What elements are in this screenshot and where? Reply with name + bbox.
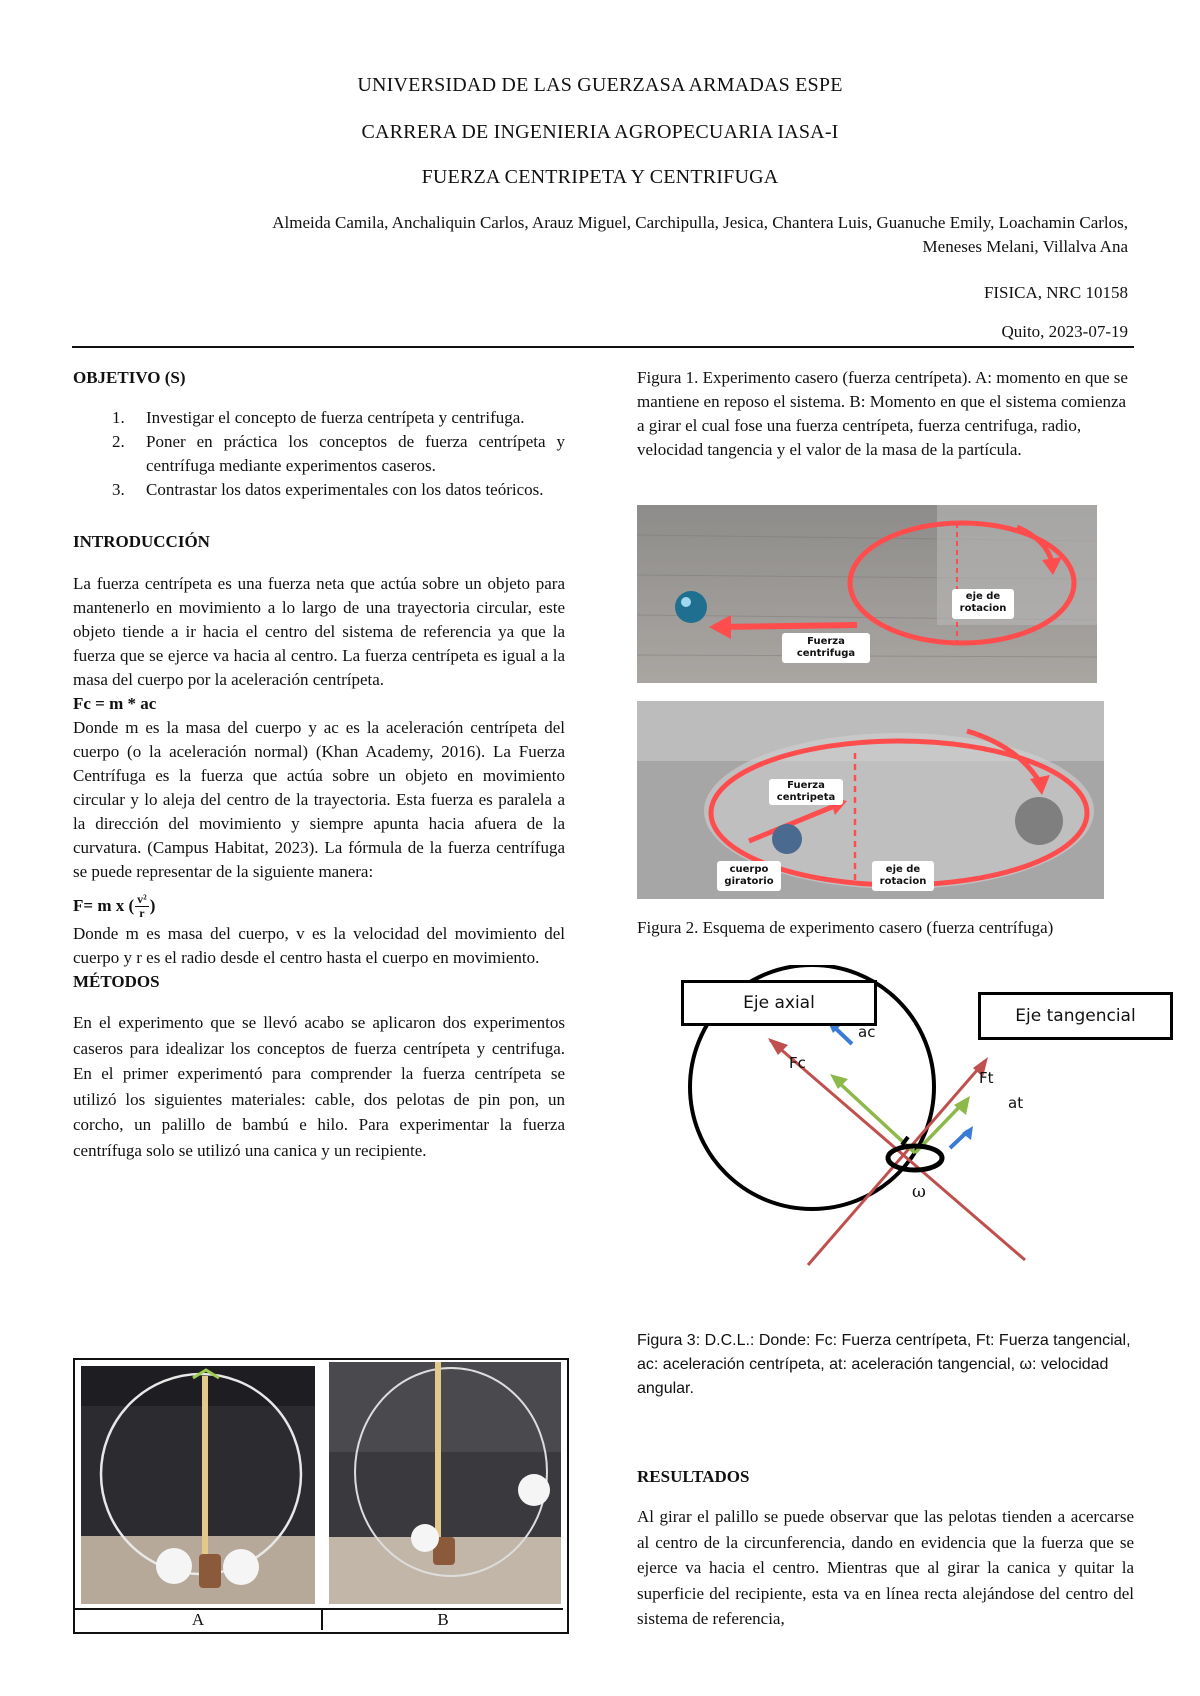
img2-force-label: Fuerza centripeta <box>776 780 836 803</box>
photo-label-b: B <box>437 1610 449 1629</box>
objective-item: 1. Investigar el concepto de fuerza centrípeta y centrifuga. <box>112 408 525 427</box>
fraction-denominator: r <box>139 905 145 920</box>
figure3-caption: Figura 3: D.C.L.: Donde: Fc: Fuerza centrípeta, Ft: Fuerza tangencial, ac: aceleración centrípeta, at: aceleración tangencial, ω: velocidad angular. <box>637 1332 1131 1397</box>
intro-paragraph-1: La fuerza centrípeta es una fuerza neta que actúa sobre un objeto para mantenerlo en movimiento a lo largo de una trayectoria circular, este objeto tiende a ir hacia el centro del sistema de referencia ya que la fuerza que se ejerce va hacia al centro. La fuerza centrípeta es igual a la masa del cuerpo por la aceleración centrípeta. <box>73 574 565 689</box>
tangential-axis-box: Eje tangencial <box>978 992 1173 1040</box>
authors <box>68 211 1128 259</box>
methods-heading: MÉTODOS <box>73 972 160 991</box>
figure2-caption: Figura 2. Esquema de experimento casero (fuerza centrífuga) <box>637 918 1054 937</box>
img2-body-label: cuerpo giratorio <box>724 864 774 887</box>
photo-a <box>81 1366 315 1604</box>
authors-line-2: Meneses Melani, Villalva Ana <box>922 237 1128 256</box>
intro-paragraph-3: Donde m es masa del cuerpo, v es la velocidad del movimiento del cuerpo y r es el radio desde el centro hasta el cuerpo en movimiento. <box>73 924 565 967</box>
figure1-image-bottom <box>637 701 1104 899</box>
img2-axis-label: eje de rotacion <box>879 864 927 887</box>
experiment-photo-table <box>73 1358 569 1634</box>
photo-label-a: A <box>191 1610 205 1629</box>
img1-force-label: Fuerza centrifuga <box>796 636 856 659</box>
fc-label: Fc <box>789 1054 806 1072</box>
free-body-diagram <box>640 965 1170 1275</box>
ac-label: ac <box>858 1023 876 1041</box>
intro-paragraph-2: Donde m es la masa del cuerpo y ac es la aceleración centrípeta del cuerpo (o la aceleración normal) (Khan Academy, 2016). La Fuerza Centrífuga es la fuerza que actúa sobre un objeto en movimiento circular y lo aleja del centro de la trayectoria. Esta fuerza es paralela a la dirección del movimiento y siempre apunta hacia afuera de la curvatura. (Campus Habitat, 2023). La fórmula de la fuerza centrífuga se puede representar de la siguiente manera: <box>73 718 565 881</box>
omega-label: ω <box>912 1182 926 1202</box>
header-divider <box>72 346 1134 348</box>
img1-axis-label: eje de rotacion <box>959 591 1007 614</box>
figure1-caption: Figura 1. Experimento casero (fuerza centrípeta). A: momento en que se mantiene en reposo el sistema. B: Momento en que el sistema comienza a girar el cual fose una fuerza centrípeta, fuerza centrifuga, radio, velocidad tangencia y el valor de la masa de la partícula. <box>637 368 1128 459</box>
photo-b <box>329 1362 561 1604</box>
objectives-heading: OBJETIVO (S) <box>73 368 186 387</box>
results-heading: RESULTADOS <box>637 1467 750 1486</box>
introduction-heading: INTRODUCCIÓN <box>73 532 210 551</box>
career-name: CARRERA DE INGENIERIA AGROPECUARIA IASA-I <box>361 121 839 143</box>
objectives-list <box>73 406 565 502</box>
authors-line-1: Almeida Camila, Anchaliquin Carlos, Arauz Miguel, Carchipulla, Jesica, Chantera Luis, Guanuche Emily, Loachamin Carlos, <box>272 213 1128 232</box>
methods-paragraph: En el experimento que se llevó acabo se aplicaron dos experimentos caseros para idealizar los conceptos de fuerza centrípeta y centrifuga. En el primer experimentó para comprender la fuerza centrípeta se utilizó los siguientes materiales: cable, dos pelotas de pin pon, un corcho, un palillo de bambú e hilo. Para experimentar la fuerza centrífuga solo se utilizó una canica y un recipiente. <box>73 1013 565 1160</box>
course-info: FISICA, NRC 10158 <box>983 283 1128 302</box>
axial-axis-box: Eje axial <box>681 980 877 1026</box>
objective-item: 3. Contrastar los datos experimentales con los datos teóricos. <box>112 480 544 499</box>
at-label: at <box>1008 1094 1024 1112</box>
objective-item: 2. Poner en práctica los conceptos de fuerza centrípeta y centrífuga mediante experimentos caseros. <box>112 432 565 475</box>
figure1-image-top <box>637 505 1097 683</box>
formula-centrifugal: F= m x ( $\frac{\text{v²}}{r}$ ) <box>73 891 156 920</box>
fraction-numerator: v² <box>137 891 147 906</box>
left-column <box>73 366 565 1163</box>
place-date: Quito, 2023-07-19 <box>1001 322 1128 341</box>
paper-title: FUERZA CENTRIPETA Y CENTRIFUGA <box>421 166 779 188</box>
formula-centripetal: Fc = m * ac <box>73 694 157 713</box>
ft-label: Ft <box>979 1069 994 1087</box>
university-name: UNIVERSIDAD DE LAS GUERZASA ARMADAS ESPE <box>357 74 843 96</box>
results-paragraph: Al girar el palillo se puede observar que las pelotas tienden a acercarse al centro de la circunferencia, dando en evidencia que la fuerza que se ejerce va hacia el centro. Mientras que al girar la canica y quitar la superficie del recipiente, esta va en línea recta alejándose del centro del sistema de referencia, <box>637 1507 1134 1628</box>
